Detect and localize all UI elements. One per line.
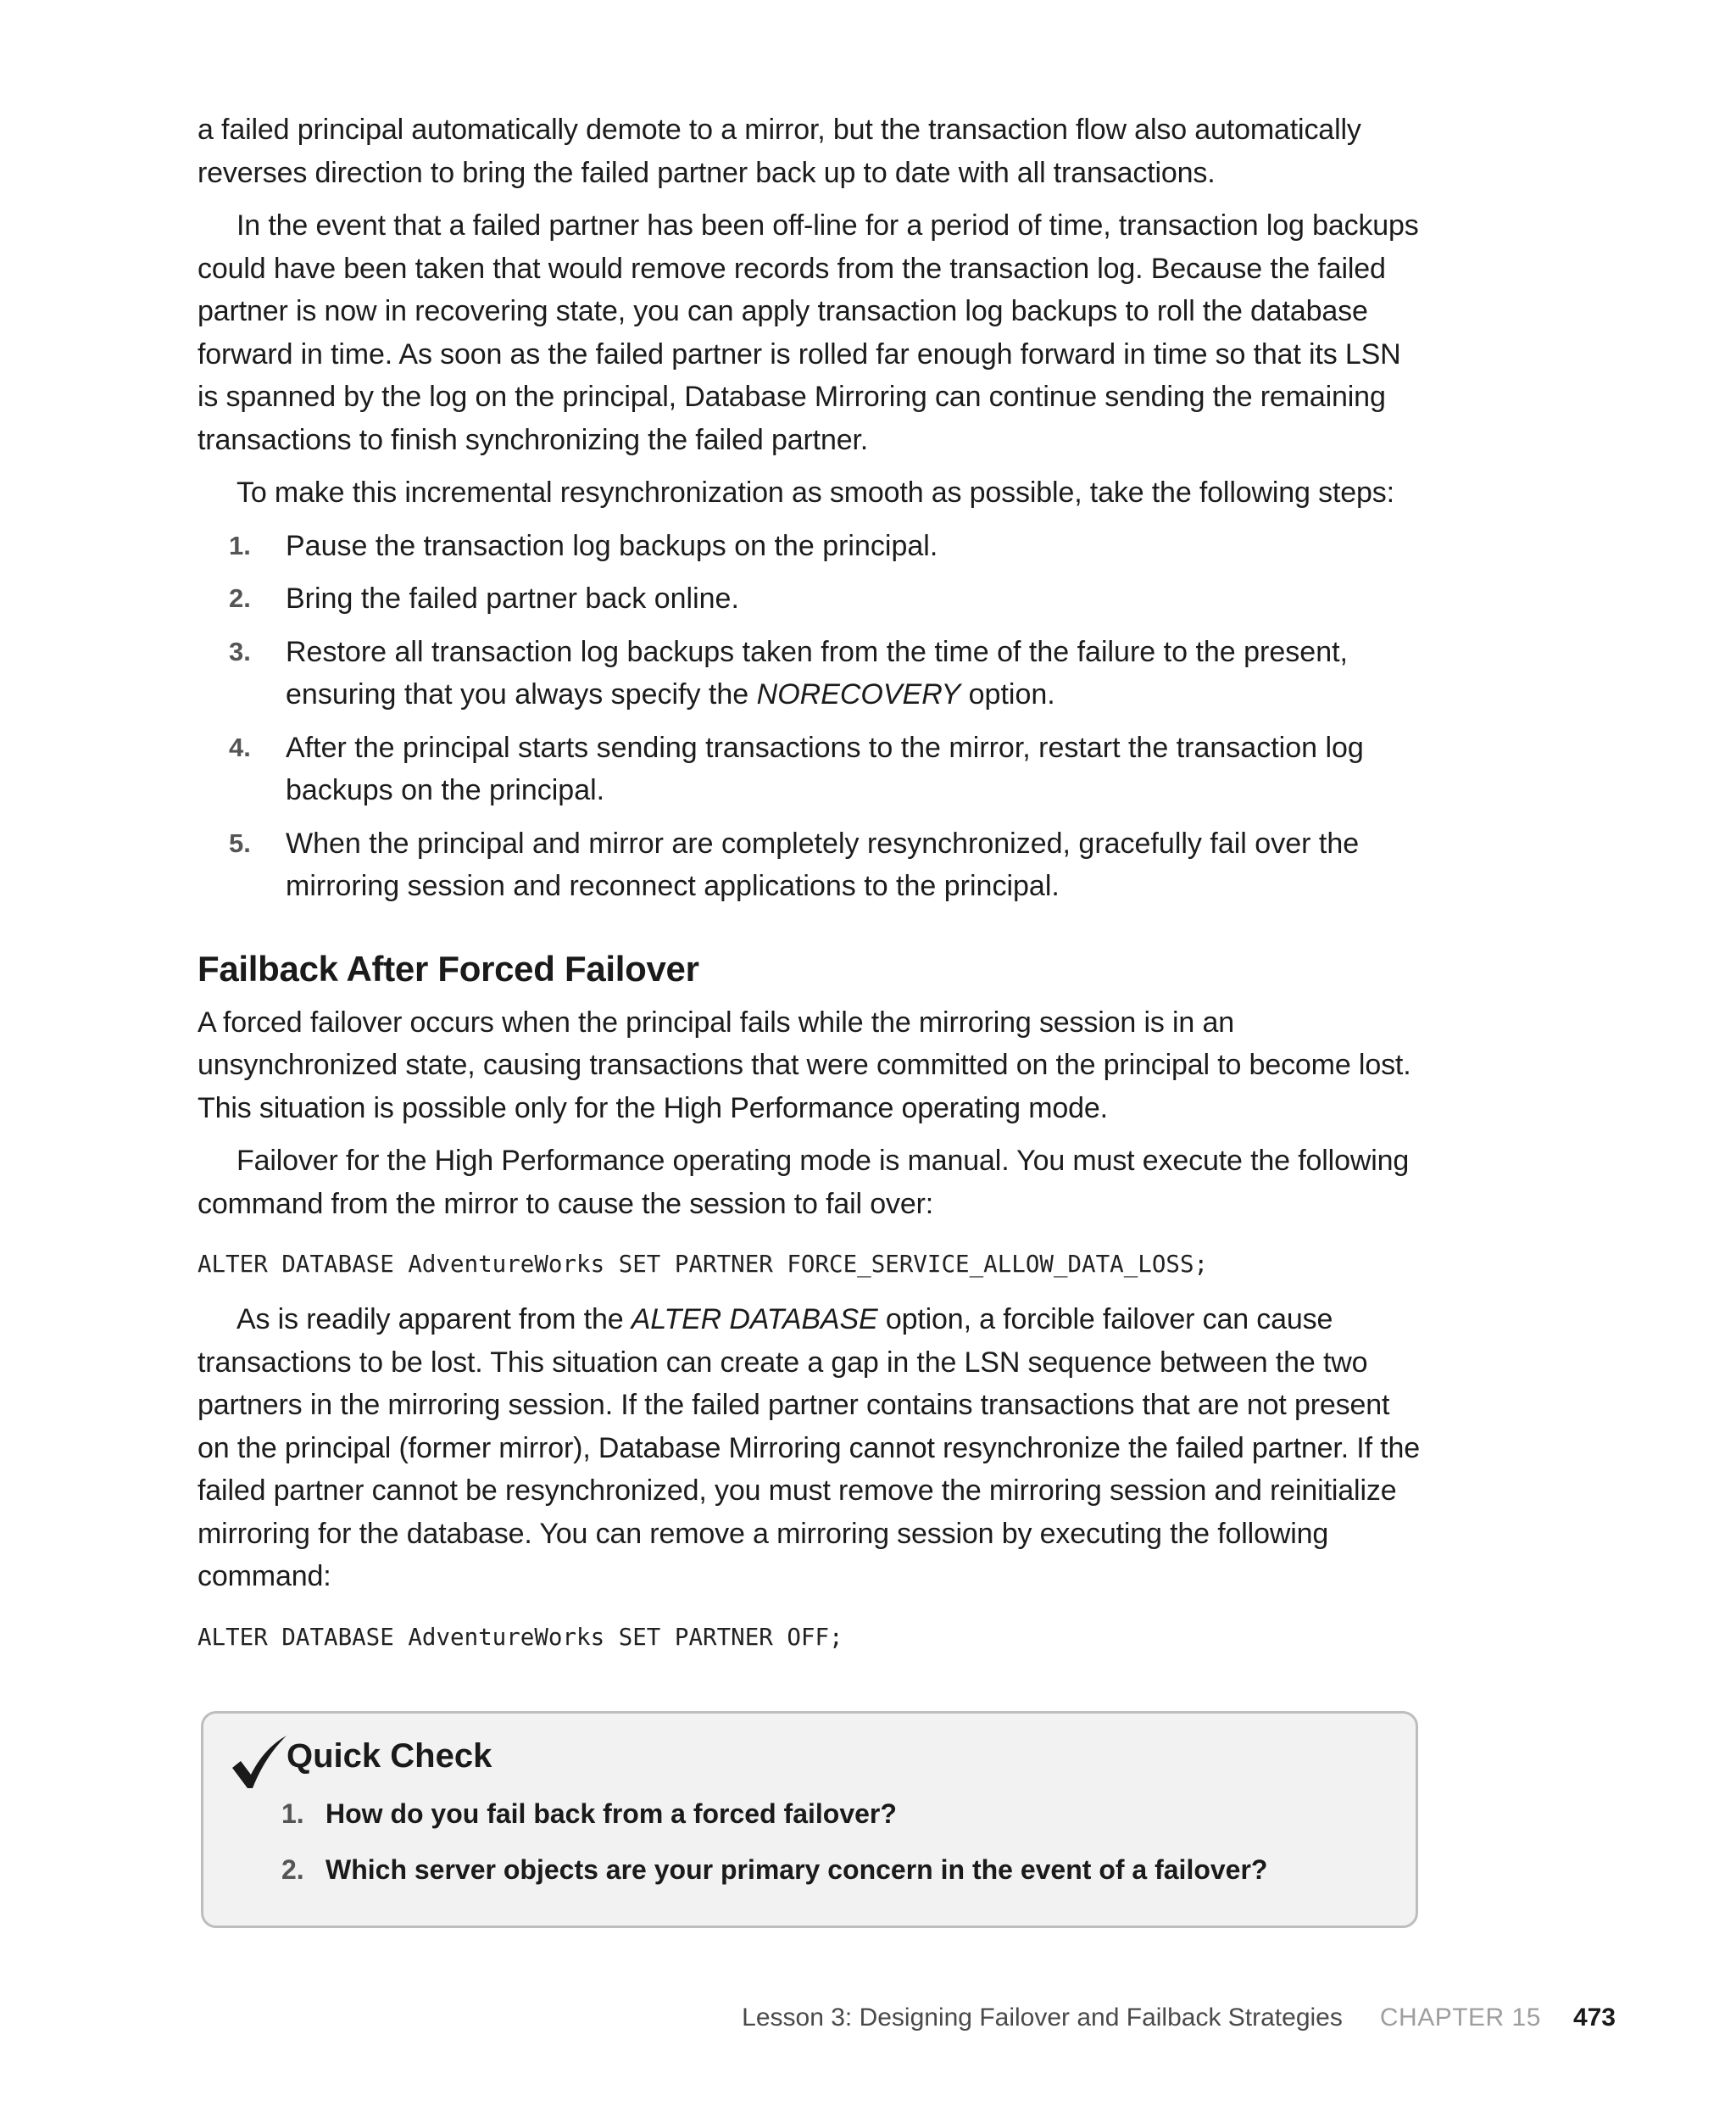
footer-lesson: Lesson 3: Designing Failover and Failback Strategies [742,2004,1343,2032]
quick-check-questions [281,1794,1383,1906]
paragraph-continued: a failed principal automatically demote to a mirror, but the transaction flow also automatically reverses direction to bring the failed partner back up to date with all transactions. [198,114,1361,189]
page-number: 473 [1572,2004,1616,2032]
step-number: 1. [229,530,251,560]
quick-check-box [201,1711,1418,1928]
list-item [198,525,1422,568]
step-number: 4. [229,732,251,762]
paragraph-text: option, a forcible failover can cause transactions to be lost. This situation can create a gap in the LSN sequence between the two partners in the mirroring session. If the failed partner contains transactions that are not present on the principal (former mirror), Database Mirroring cannot resynchronize the failed partner. If the failed partner cannot be resynchronized, you must remove the mirroring session and reinitialize mirroring for the database. You can remove a mirroring session by executing the following command: [198,1303,1420,1592]
list-item [198,577,1422,621]
step-number: 5. [229,828,251,858]
paragraph-emphasis: ALTER DATABASE [631,1303,878,1335]
footer-chapter: CHAPTER 15 [1379,2004,1541,2032]
paragraph-data-loss [198,1298,1422,1598]
step-text: option. [960,678,1055,711]
question-text: How do you fail back from a forced failover? [326,1798,897,1829]
paragraph-text: As is readily apparent from the [236,1303,632,1335]
step-number: 3. [229,636,251,666]
list-item [198,631,1422,716]
step-text: After the principal starts sending transactions to the mirror, restart the transaction log backups on the principal. [286,731,1364,806]
paragraph-steps-intro: To make this incremental resynchronization as smooth as possible, take the following steps: [236,477,1394,509]
page-body [198,109,1422,1671]
section-heading: Failback After Forced Failover [198,948,699,989]
list-item [198,822,1422,908]
question-number: 1. [281,1798,304,1829]
paragraph-offline-partner: In the event that a failed partner has been off-line for a period of time, transaction log backups could have been taken that would remove records from the transaction log. Because the failed partner is now in recovering state, you can apply transaction log backups to roll the database forward in time. As soon as the failed partner is rolled far enough forward in time so that its LSN is spanned by the log on the principal, Database Mirroring can continue sending the remaining transactions to finish synchronizing the failed partner. [198,209,1419,456]
step-number: 2. [229,583,251,613]
step-text-emphasis: NORECOVERY [756,678,961,711]
paragraph-manual-failover: Failover for the High Performance operating mode is manual. You must execute the following command from the mirror to cause the session to fail over: [198,1145,1410,1220]
question-number: 2. [281,1854,304,1885]
paragraph-forced-failover: A forced failover occurs when the principal fails while the mirroring session is in an unsynchronized state, causing transactions that were committed on the principal to become lost. This situation is possible only for the High Performance operating mode. [198,1006,1411,1124]
list-item [198,727,1422,812]
list-item [281,1850,1383,1889]
step-text: Pause the transaction log backups on the principal. [286,529,938,562]
steps-list [198,525,1422,908]
list-item [281,1794,1383,1833]
step-text: When the principal and mirror are completely resynchronized, gracefully fail over the mirroring session and reconnect applications to the principal. [286,827,1360,902]
page-footer [742,1999,1616,2037]
step-text: Bring the failed partner back online. [286,582,739,615]
question-text: Which server objects are your primary concern in the event of a failover? [326,1854,1268,1885]
step-text: Restore all transaction log backups taken from the time of the failure to the present, ensuring that you always specify the [286,635,1349,711]
code-force-service: ALTER DATABASE AdventureWorks SET PARTNER FORCE_SERVICE_ALLOW_DATA_LOSS; [198,1251,1209,1278]
code-partner-off: ALTER DATABASE AdventureWorks SET PARTNER OFF; [198,1623,843,1651]
checkmark-icon [229,1734,288,1790]
quick-check-title: Quick Check [287,1737,492,1775]
